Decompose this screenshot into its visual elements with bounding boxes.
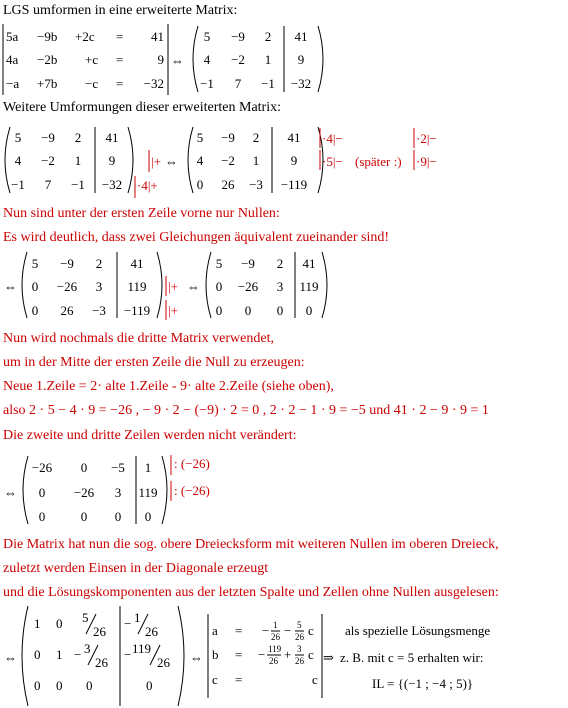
svg-text:119: 119 [127, 279, 147, 294]
svg-text:5: 5 [82, 610, 89, 625]
svg-text:1: 1 [144, 460, 152, 475]
intro-line: LGS umformen in eine erweiterte Matrix: [3, 3, 238, 18]
svg-text:9: 9 [290, 153, 298, 168]
svg-text:c: c [312, 672, 318, 687]
row-operation: |+ [168, 303, 178, 318]
svg-text:−2: −2 [231, 52, 245, 67]
svg-text:2: 2 [95, 256, 103, 271]
svg-text:0: 0 [215, 279, 223, 294]
svg-text:26: 26 [145, 624, 158, 639]
lgs-cell: 5a [6, 29, 19, 44]
svg-text:1: 1 [56, 647, 63, 662]
remark-line: Die Matrix hat nun die sog. obere Dreiecksform mit weiteren Nullen im oberen Dreieck, [3, 537, 499, 552]
matrix-m4 [216, 256, 319, 318]
svg-text:26: 26 [157, 655, 170, 670]
svg-text:−119: −119 [280, 177, 308, 192]
matrix-m1 [200, 29, 311, 91]
solution-note: z. B. mit c = 5 erhalten wir: [340, 650, 484, 665]
svg-text:0: 0 [56, 678, 63, 693]
svg-text:0: 0 [80, 509, 88, 524]
svg-text:4: 4 [203, 52, 211, 67]
svg-text:4: 4 [196, 153, 204, 168]
svg-text:41: 41 [302, 256, 316, 271]
svg-text:5: 5 [297, 620, 302, 630]
svg-text:119: 119 [138, 485, 158, 500]
svg-text:0: 0 [38, 509, 46, 524]
svg-text:9: 9 [297, 52, 305, 67]
svg-text:−26: −26 [237, 279, 259, 294]
lgs-cell: = [116, 29, 124, 44]
svg-text:−9: −9 [60, 256, 74, 271]
svg-text:−26: −26 [31, 460, 53, 475]
svg-text:119: 119 [299, 279, 319, 294]
svg-text:−1: −1 [261, 76, 275, 91]
remark-line: und die Lösungskomponenten aus der letzten Spalte und Zellen ohne Nullen ausgelesen: [3, 585, 499, 600]
matrix-m5 [32, 460, 158, 524]
matrix-m1-repeat [11, 130, 122, 192]
lgs-cell: 4a [6, 52, 19, 67]
svg-text:3: 3 [276, 279, 284, 294]
svg-text:a: a [212, 623, 218, 638]
matrix-m6 [34, 610, 171, 693]
svg-text:3: 3 [84, 641, 91, 656]
lgs-cell: +c [85, 52, 99, 67]
svg-text:−1: −1 [71, 177, 85, 192]
matrix-m2 [197, 130, 307, 192]
svg-text:=: = [235, 647, 243, 662]
row-operation: ·5|− [322, 154, 343, 169]
svg-text:−9: −9 [41, 130, 55, 145]
svg-text:−2: −2 [221, 153, 235, 168]
svg-text:1: 1 [273, 620, 278, 630]
svg-text:−32: −32 [290, 76, 312, 91]
equivalence-symbol: ⇔ [171, 53, 184, 68]
svg-text:0: 0 [38, 485, 46, 500]
lgs-cell: −a [6, 76, 20, 91]
equivalence-symbol: ⇔ [4, 650, 17, 665]
svg-text:4: 4 [14, 153, 22, 168]
svg-text:0: 0 [114, 509, 122, 524]
svg-text:3: 3 [114, 485, 122, 500]
svg-text:119: 119 [132, 641, 152, 656]
svg-text:5: 5 [31, 256, 39, 271]
svg-text:9: 9 [108, 153, 116, 168]
solution-set: IL = {(−1 ; −4 ; 5)} [372, 676, 474, 691]
svg-text:0: 0 [144, 509, 152, 524]
lgs-cell: +7b [37, 76, 58, 91]
svg-text:0: 0 [305, 303, 313, 318]
svg-text:c: c [308, 647, 314, 662]
svg-text:1: 1 [134, 610, 141, 625]
svg-text:−5: −5 [111, 460, 125, 475]
svg-text:26: 26 [60, 303, 74, 318]
remark-line: Nun sind unter der ersten Zeile vorne nur Nullen: [3, 206, 280, 221]
lgs-system [6, 29, 164, 91]
svg-text:0: 0 [34, 678, 41, 693]
lgs-cell: −c [85, 76, 99, 91]
svg-text:c: c [212, 672, 218, 687]
solution-note: als spezielle Lösungsmenge [345, 623, 491, 638]
svg-text:−: − [262, 623, 270, 638]
row-operation: |+ [151, 154, 161, 169]
svg-text:41: 41 [105, 130, 119, 145]
svg-text:0: 0 [244, 303, 252, 318]
svg-text:0: 0 [31, 303, 39, 318]
lgs-cell: −2b [37, 52, 58, 67]
svg-text:0: 0 [31, 279, 39, 294]
remark-line: Nun wird nochmals die dritte Matrix verwendet, [3, 331, 274, 346]
svg-text:5: 5 [203, 29, 211, 44]
svg-text:−32: −32 [101, 177, 123, 192]
svg-text:−26: −26 [56, 279, 78, 294]
svg-text:0: 0 [80, 460, 88, 475]
lgs-cell: 41 [151, 29, 164, 44]
svg-text:0: 0 [86, 678, 93, 693]
remark-line: zuletzt werden Einsen in der Diagonale erzeugt [3, 561, 269, 576]
implies-symbol: ⇒ [323, 650, 334, 665]
row-operation: : (−26) [174, 483, 210, 498]
svg-text:119: 119 [268, 644, 282, 654]
svg-text:−: − [258, 647, 266, 662]
svg-text:41: 41 [130, 256, 144, 271]
svg-text:1: 1 [264, 52, 272, 67]
svg-text:−3: −3 [92, 303, 106, 318]
svg-text:−2: −2 [41, 153, 55, 168]
svg-text:5: 5 [14, 130, 22, 145]
remark-line: Die zweite und dritte Zeilen werden nicht verändert: [3, 428, 297, 443]
equivalence-symbol: ⇔ [165, 154, 178, 169]
svg-text:26: 26 [93, 624, 106, 639]
calculation-line: also 2 · 5 − 4 · 9 = −26 , − 9 · 2 − (−9) · 2 = 0 , 2 · 2 − 1 · 9 = −5 und 41 · 2 − 9 · 9 = 1 [3, 403, 489, 418]
svg-text:−: − [74, 647, 82, 662]
row-operation: ·4|− [322, 131, 343, 146]
svg-text:−119: −119 [123, 303, 151, 318]
lgs-cell: = [116, 76, 124, 91]
svg-text:−9: −9 [231, 29, 245, 44]
equivalence-symbol: ⇔ [187, 279, 200, 294]
lgs-cell: = [116, 52, 124, 67]
lgs-cell: −9b [37, 29, 58, 44]
svg-text:1: 1 [252, 153, 260, 168]
remark-line: Neue 1.Zeile = 2· alte 1.Zeile - 9· alte 2.Zeile (siehe oben), [3, 379, 334, 394]
svg-text:5: 5 [196, 130, 204, 145]
remark-line: um in der Mitte der ersten Zeile die Null zu erzeugen: [3, 355, 305, 370]
equivalence-symbol: ⇔ [190, 650, 203, 665]
svg-text:−9: −9 [241, 256, 255, 271]
svg-text:26: 26 [269, 656, 278, 666]
lgs-cell: 9 [157, 52, 164, 67]
equivalence-symbol: ⇔ [4, 279, 17, 294]
svg-text:0: 0 [196, 177, 204, 192]
step-heading: Weitere Umformungen dieser erweiterten Matrix: [3, 100, 281, 115]
svg-text:−: − [124, 647, 132, 662]
svg-text:7: 7 [234, 76, 242, 91]
svg-text:c: c [308, 623, 314, 638]
svg-text:2: 2 [276, 256, 284, 271]
svg-text:=: = [235, 672, 243, 687]
svg-text:1: 1 [34, 616, 41, 631]
row-operation: ·9|− [416, 154, 437, 169]
svg-text:2: 2 [252, 130, 260, 145]
svg-text:0: 0 [34, 647, 41, 662]
svg-text:−1: −1 [200, 76, 214, 91]
svg-text:b: b [212, 647, 219, 662]
svg-text:3: 3 [297, 644, 302, 654]
svg-text:−: − [284, 623, 292, 638]
row-operation: : (−26) [174, 456, 210, 471]
svg-text:2: 2 [264, 29, 272, 44]
svg-text:26: 26 [95, 655, 108, 670]
svg-text:0: 0 [56, 616, 63, 631]
svg-text:5: 5 [215, 256, 223, 271]
svg-text:26: 26 [271, 632, 280, 642]
svg-text:2: 2 [74, 130, 82, 145]
remark-line: Es wird deutlich, dass zwei Gleichungen äquivalent zueinander sind! [3, 230, 390, 245]
svg-text:41: 41 [287, 130, 301, 145]
solution-system [212, 620, 318, 687]
svg-text:−1: −1 [11, 177, 25, 192]
svg-text:3: 3 [95, 279, 103, 294]
row-operation: |+ [168, 279, 178, 294]
row-operation: ·4|+ [137, 178, 158, 193]
svg-text:−26: −26 [73, 485, 95, 500]
svg-text:=: = [235, 623, 243, 638]
svg-text:+: + [284, 647, 292, 662]
svg-text:0: 0 [146, 678, 153, 693]
svg-text:26: 26 [295, 656, 304, 666]
row-operation: ·2|− [416, 131, 437, 146]
lgs-cell: −32 [143, 76, 164, 91]
svg-text:0: 0 [215, 303, 223, 318]
svg-text:26: 26 [295, 632, 304, 642]
lgs-cell: +2c [75, 29, 95, 44]
svg-text:−9: −9 [221, 130, 235, 145]
matrix-m3 [32, 256, 150, 318]
svg-text:1: 1 [74, 153, 82, 168]
svg-text:−3: −3 [249, 177, 263, 192]
later-note: (später :) [355, 154, 402, 169]
svg-text:41: 41 [294, 29, 308, 44]
equivalence-symbol: ⇔ [4, 485, 17, 500]
svg-text:−: − [124, 616, 132, 631]
svg-text:26: 26 [221, 177, 235, 192]
svg-text:7: 7 [44, 177, 52, 192]
svg-text:0: 0 [276, 303, 284, 318]
